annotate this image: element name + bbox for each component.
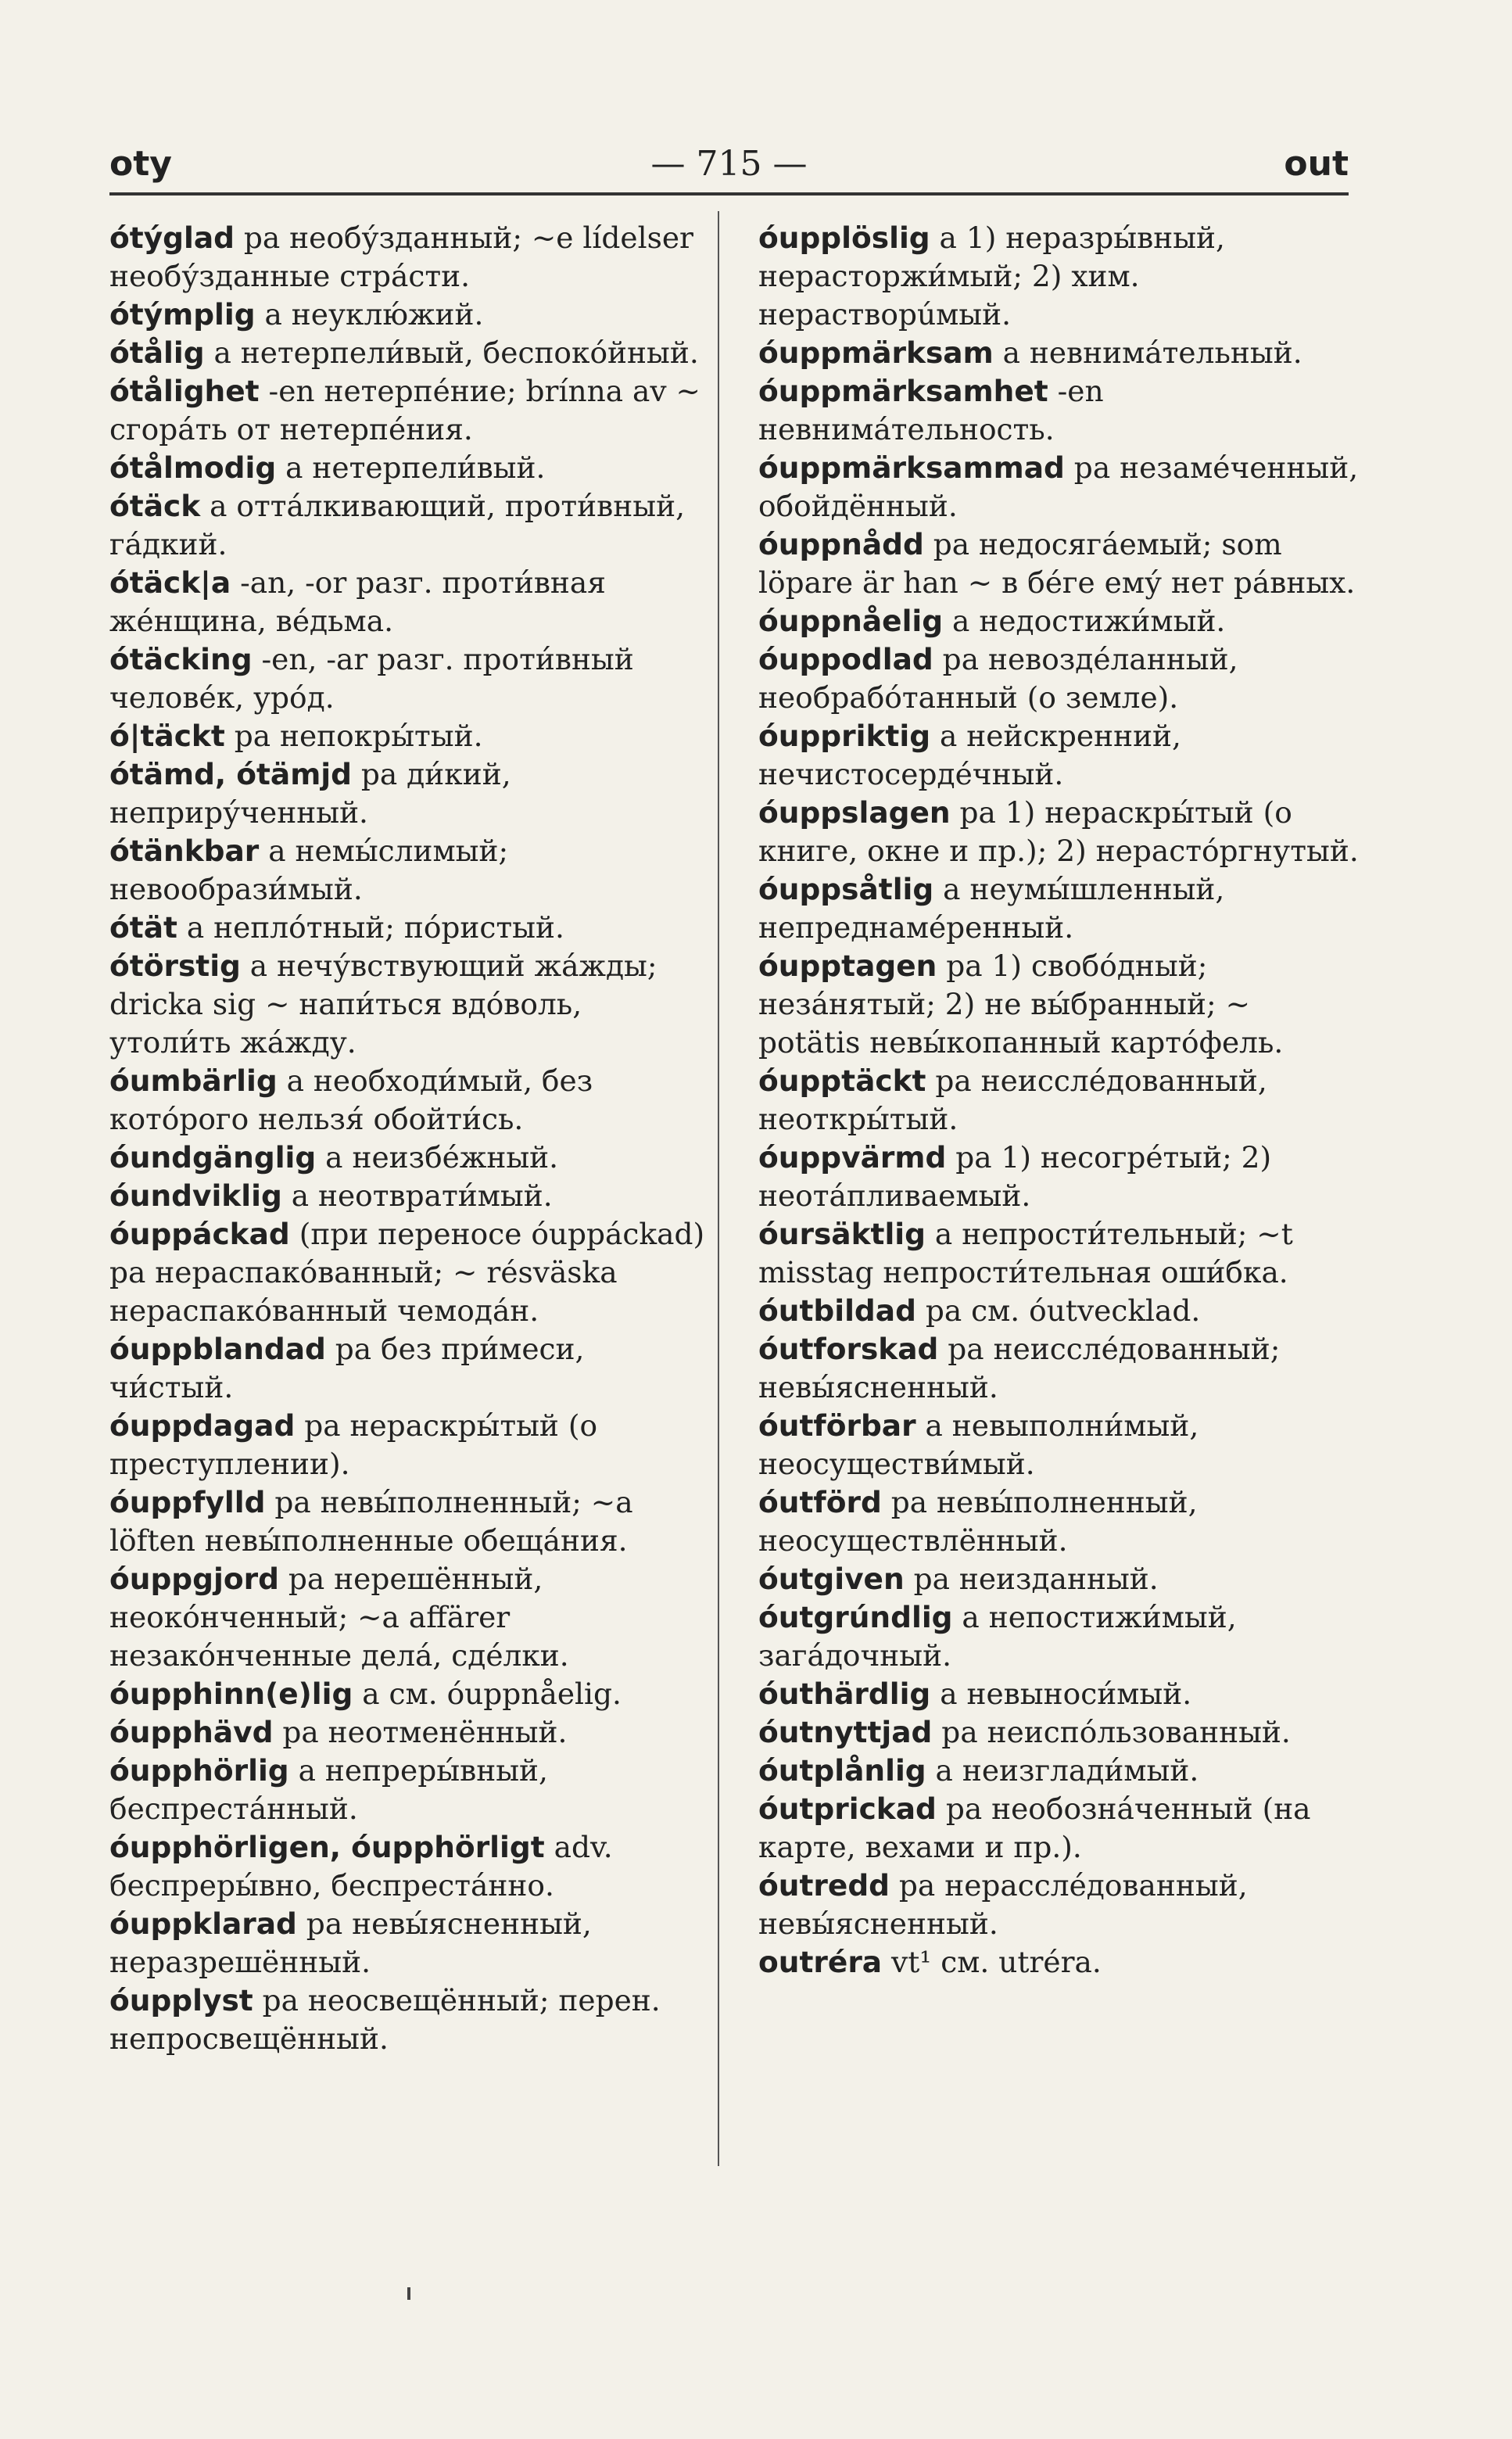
dictionary-entry [109, 1828, 711, 1905]
entry-definition: pa 1) несогре́тый; 2) неота́пливаемый. [758, 1140, 1272, 1213]
entry-definition: a неизглади́мый. [926, 1753, 1199, 1788]
dictionary-entry [109, 1982, 711, 2058]
entry-definition: a непло́тный; по́ристый. [177, 910, 564, 945]
dictionary-entry [758, 1790, 1360, 1867]
entry-definition: pa неосвещённый; перен. непросвещённый. [109, 1983, 661, 2056]
entry-headword: ótålighet [109, 374, 260, 408]
dictionary-entry [109, 1483, 711, 1560]
entry-headword: ó|täckt [109, 719, 225, 753]
dictionary-entry [758, 794, 1360, 870]
dictionary-entry [109, 372, 711, 449]
entry-definition: a необходи́мый, без кото́рого нельзя́ обойти́сь. [109, 1063, 593, 1136]
dictionary-entry [758, 1675, 1360, 1713]
dictionary-entry [109, 909, 711, 947]
header-rule [109, 192, 1349, 195]
entry-headword: óuppslagen [758, 795, 951, 830]
entry-definition: pa необозна́ченный (на карте, вехами и пр.). [758, 1792, 1311, 1864]
dictionary-entry [758, 640, 1360, 717]
dictionary-entry [109, 1752, 711, 1828]
dictionary-entry [758, 717, 1360, 794]
entry-headword: óuppnåelig [758, 604, 944, 638]
dictionary-entry [758, 1560, 1360, 1598]
dictionary-entry [109, 1675, 711, 1713]
dictionary-entry [758, 1330, 1360, 1407]
entry-definition: a непреры́вный, беспреста́нный. [109, 1753, 548, 1826]
entry-definition: adv. беспреры́вно, беспреста́нно. [109, 1830, 613, 1903]
entry-headword: ótänkbar [109, 834, 260, 868]
entry-headword: óutförbar [758, 1408, 916, 1443]
page-number: — 715 — [650, 144, 808, 184]
entry-definition: pa недосяга́емый; som löpare är han ~ в бе́ге ему́ нет ра́вных. [758, 527, 1356, 600]
entry-headword: óuppmärksam [758, 335, 994, 370]
dictionary-entry [109, 1560, 711, 1675]
entry-headword: óuppvärmd [758, 1140, 947, 1175]
dictionary-entry [109, 449, 711, 487]
entry-headword: óutplånlig [758, 1753, 926, 1788]
entry-definition: pa нераскры́тый (о преступлении). [109, 1408, 598, 1481]
dictionary-entry [758, 1139, 1360, 1215]
dictionary-entry [109, 1062, 711, 1139]
entry-headword: ótörstig [109, 949, 241, 983]
dictionary-entry [758, 602, 1360, 640]
dictionary-entry [758, 947, 1360, 1062]
entry-definition: a нетерпели́вый, беспоко́йный. [204, 335, 699, 370]
dictionary-entry [758, 1943, 1360, 1982]
dictionary-entry [758, 1292, 1360, 1330]
entry-headword: óuppmärksamhet [758, 374, 1048, 408]
dictionary-entry [758, 1713, 1360, 1752]
entry-headword: óuppnådd [758, 527, 924, 561]
entry-definition: a см. óuppnåelig. [353, 1677, 622, 1711]
entry-definition: -an, -or разг. проти́вная же́нщина, ве́дьма. [109, 565, 606, 638]
header-right-guideword: out [1284, 144, 1349, 184]
entry-definition: a нейскренний, нечистосерде́чный. [758, 719, 1181, 791]
column-divider [718, 211, 719, 2166]
entry-definition: pa невозде́ланный, необрабо́танный (о земле). [758, 642, 1238, 715]
dictionary-entry [109, 1713, 711, 1752]
dictionary-entry [109, 296, 711, 334]
entry-headword: óutförd [758, 1485, 882, 1519]
entry-headword: óuppklarad [109, 1906, 297, 1941]
dictionary-entry [109, 832, 711, 909]
entry-headword: óuthärdlig [758, 1677, 931, 1711]
entry-headword: ótäcking [109, 642, 253, 676]
entry-definition: a невыноси́мый. [930, 1677, 1192, 1711]
entry-definition: pa неиссле́дованный; невы́ясненный. [758, 1332, 1281, 1404]
entry-definition: pa непокры́тый. [224, 719, 483, 753]
entry-definition: pa необу́зданный; ~e lídelser необу́зданные стра́сти. [109, 221, 693, 293]
entry-headword: ótålmodig [109, 450, 277, 485]
entry-headword: óuppmärksammad [758, 450, 1065, 485]
entry-headword: ótämd, ótämjd [109, 757, 352, 791]
entry-definition: pa 1) свобо́дный; неза́нятый; 2) не вы́бранный; ~ potätis невы́копанный карто́фель. [758, 949, 1284, 1060]
entry-headword: óupphörlig [109, 1753, 289, 1788]
dictionary-entry [758, 1215, 1360, 1292]
page-mark [407, 2287, 410, 2300]
entry-headword: óutgiven [758, 1562, 905, 1596]
entry-definition: a невыполни́мый, неосуществи́мый. [758, 1408, 1199, 1481]
entry-headword: óupplöslig [758, 221, 930, 255]
entry-definition: pa без при́меси, чи́стый. [109, 1332, 585, 1404]
entry-headword: óutprickad [758, 1792, 937, 1826]
entry-definition: pa невы́полненный; ~a löften невы́полненные обеща́ния. [109, 1485, 633, 1558]
entry-definition: pa ди́кий, неприру́ченный. [109, 757, 511, 830]
entry-headword: óuppsåtlig [758, 872, 934, 906]
entry-headword: ótålig [109, 335, 205, 370]
page-header [109, 141, 1349, 188]
dictionary-entry [758, 1407, 1360, 1483]
entry-headword: óuppriktig [758, 719, 931, 753]
entry-definition: pa неиспо́льзованный. [932, 1715, 1291, 1749]
entry-definition: -en нетерпе́ние; brínna av ~ сгора́ть от нетерпе́ния. [109, 374, 700, 447]
dictionary-entry [109, 755, 711, 832]
dictionary-entry [109, 947, 711, 1062]
entry-definition: pa неиссле́дованный, неоткры́тый. [758, 1063, 1267, 1136]
dictionary-entry [758, 870, 1360, 947]
dictionary-entry [109, 564, 711, 640]
entry-headword: óutgrúndlig [758, 1600, 953, 1634]
header-left-guideword: oty [109, 144, 172, 184]
entry-definition: pa см. óutvecklad. [915, 1293, 1201, 1328]
dictionary-entry [758, 334, 1360, 372]
entry-headword: óupptäckt [758, 1063, 926, 1098]
left-column [109, 219, 711, 2058]
entry-definition: a неотврати́мый. [281, 1178, 553, 1213]
dictionary-entry [109, 219, 711, 296]
dictionary-entry [109, 334, 711, 372]
dictionary-entry [109, 1215, 711, 1330]
dictionary-entry [109, 1407, 711, 1483]
entry-definition: a немы́слимый; невообрази́мый. [109, 834, 509, 906]
dictionary-entry [109, 717, 711, 755]
entry-headword: ótät [109, 910, 177, 945]
dictionary-entry [109, 1177, 711, 1215]
dictionary-entry [758, 1598, 1360, 1675]
entry-headword: óuppodlad [758, 642, 933, 676]
entry-headword: óupphinn(e)lig [109, 1677, 353, 1711]
entry-headword: óutnyttjad [758, 1715, 933, 1749]
dictionary-entry [758, 449, 1360, 525]
dictionary-entry [758, 525, 1360, 602]
entry-headword: óundgänglig [109, 1140, 317, 1175]
entry-headword: óutforskad [758, 1332, 939, 1366]
entry-headword: ótýmplig [109, 297, 256, 332]
dictionary-entry [758, 372, 1360, 449]
entry-headword: outréra [758, 1945, 883, 1979]
entry-definition: pa невы́полненный, неосуществлённый. [758, 1485, 1198, 1558]
entry-definition: a нечу́вствующий жа́жды; dricka sig ~ напи́ться вдо́воль, утоли́ть жа́жду. [109, 949, 657, 1060]
entry-definition: pa невы́ясненный, неразрешённый. [109, 1906, 592, 1979]
entry-definition: (при переносе óuppáckad) pa нераспако́ванный; ~ résväska нераспако́ванный чемода́н. [109, 1217, 705, 1328]
entry-definition: a неуклю́жий. [255, 297, 484, 332]
entry-definition: pa неизданный. [904, 1562, 1159, 1596]
entry-definition: a отта́лкивающий, проти́вный, га́дкий. [109, 489, 686, 561]
entry-definition: pa неотменённый. [273, 1715, 568, 1749]
entry-definition: pa нерассле́дованный, невы́ясненный. [758, 1868, 1248, 1941]
dictionary-entry [758, 1752, 1360, 1790]
entry-definition: a неумы́шленный, непреднаме́ренный. [758, 872, 1225, 945]
entry-headword: óundviklig [109, 1178, 282, 1213]
entry-definition: a 1) неразры́вный, нерасторжи́мый; 2) хим. нерастворúмый. [758, 221, 1225, 332]
dictionary-entry [109, 1139, 711, 1177]
entry-definition: a невнима́тельный. [993, 335, 1302, 370]
entry-headword: ótäck|a [109, 565, 231, 600]
entry-headword: óumbärlig [109, 1063, 278, 1098]
entry-headword: óuppblandad [109, 1332, 326, 1366]
entry-definition: a нетерпели́вый. [276, 450, 546, 485]
dictionary-entry [109, 640, 711, 717]
entry-definition: pa нерешённый, неоко́нченный; ~a affärer незако́нченные дела́, сде́лки. [109, 1562, 569, 1673]
entry-headword: óuppfylld [109, 1485, 266, 1519]
entry-definition: a неизбе́жный. [316, 1140, 559, 1175]
dictionary-entry [758, 1062, 1360, 1139]
entry-definition: pa 1) нераскры́тый (о книге, окне и пр.); 2) нерасто́ргнутый. [758, 795, 1359, 868]
entry-headword: ótäck [109, 489, 201, 523]
entry-definition: vt¹ см. utréra. [882, 1945, 1102, 1979]
entry-definition: a непостижи́мый, зага́дочный. [758, 1600, 1237, 1673]
dictionary-entry [109, 1330, 711, 1407]
entry-headword: ótýglad [109, 221, 235, 255]
entry-headword: óursäktlig [758, 1217, 926, 1251]
dictionary-entry [109, 1905, 711, 1982]
entry-definition: a непрости́тельный; ~t misstag непрости́тельная оши́бка. [758, 1217, 1293, 1289]
entry-headword: óupptagen [758, 949, 937, 983]
entry-definition: -en, -ar разг. проти́вный челове́к, уро́д. [109, 642, 634, 715]
entry-headword: óupphävd [109, 1715, 274, 1749]
entry-headword: óuppgjord [109, 1562, 279, 1596]
dictionary-entry [109, 487, 711, 564]
entry-headword: óuppáckad [109, 1217, 290, 1251]
entry-headword: óutbildad [758, 1293, 916, 1328]
entry-headword: óupplyst [109, 1983, 253, 2018]
entry-headword: óutredd [758, 1868, 890, 1903]
entry-headword: óuppdagad [109, 1408, 296, 1443]
dictionary-entry [758, 1483, 1360, 1560]
entry-definition: pa незаме́ченный, обойдённый. [758, 450, 1359, 523]
dictionary-entry [758, 1867, 1360, 1943]
entry-definition: -en невнима́тельность. [758, 374, 1104, 447]
entry-definition: a недостижи́мый. [943, 604, 1226, 638]
entry-headword: óupphörligen, óupphörligt [109, 1830, 545, 1864]
right-column [758, 219, 1360, 1982]
dictionary-entry [758, 219, 1360, 334]
